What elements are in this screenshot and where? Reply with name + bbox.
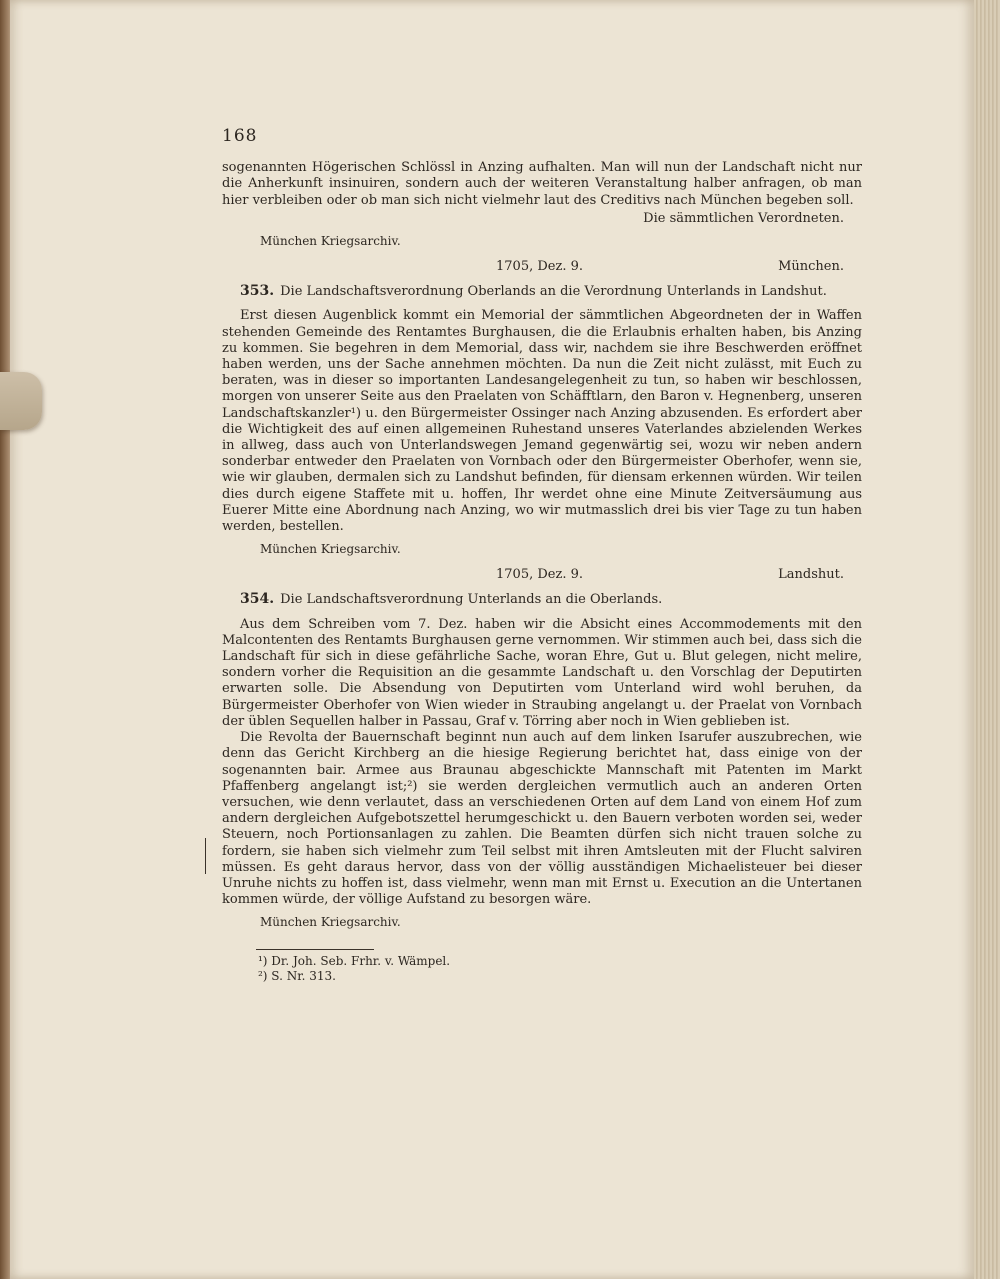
entry-353-paragraph: Erst diesen Augenblick kommt ein Memorial der sämmtlichen Abgeordneten der in Waffen stehenden Gemeinde des Rentamtes Burghausen, die die Erlaubnis erhalten haben, bis Anzing zu kommen. Sie begehren in dem Memorial, dass wir, nachdem sie ihre Beschwerden eröffnet haben werden, uns der Sache annehmen möchten. Da nun die Zeit nicht zulässt, mit Euch zu beraten, was in dieser so importanten Landesangelegenheit zu tun, so haben wir beschlossen, morgen von unserer Seite aus den Praelaten von Schäfftlarn, den Baron v. Hegnenberg, unseren Landschaftskanzler¹) u. den Bürgermeister Ossinger nach Anzing abzusenden. Es erfordert aber die Wichtigkeit des auf einen allgemeinen Ruhestand unseres Vaterlandes abzielenden Werkes in allweg, dass auch von Unterlandswegen Jemand gegenwärtig sei, wozu wir neben andern sonderbar entweder den Praelaten von Vornbach oder den Bürgermeister Oberhofer, wenn sie, wie wir glauben, dermalen sich zu Landshut befinden, für diensam erkennen würden. Wir teilen dies durch eigene Staffete mit u. hoffen, Ihr werdet ohne eine Minute Zeitversäumung aus Euerer Mitte eine Abordnung nach Anzing, wo wir mutmasslich drei bis vier Tage zu tun haben werden, bestellen. [222,308,862,535]
page-text [222,128,862,984]
intro-paragraph: sogenannten Högerischen Schlössl in Anzing aufhalten. Man will nun der Landschaft nicht nur die Anherkunft insinuiren, sondern auch der weiteren Veranstaltung halber anfragen, ob man hier verbleiben oder ob man sich nicht vielmehr laut des Creditivs nach München begeben soll. [222,160,862,208]
entry-353-number: 353. [240,283,275,300]
intro-archive: München Kriegsarchiv. [260,234,401,249]
entry-354-archive: München Kriegsarchiv. [260,915,401,930]
entry-354-date: 1705, Dez. 9. [496,567,583,583]
entry-353-heading [240,283,862,300]
margin-pencil-mark [205,838,206,874]
entry-353-place: München. [778,259,844,275]
footnote-rule [256,949,374,950]
entry-354-title: Die Landschaftsverordnung Unterlands an die Oberlands. [280,592,663,608]
entry-354-paragraph-2: Die Revolta der Bauernschaft beginnt nun auch auf dem linken Isarufer auszubrechen, wie denn das Gericht Kirchberg an die hiesige Regierung berichtet hat, dass einige von der sogenannten bair. Armee aus Braunau abgeschickte Mannschaft mit Patenten im Markt Pfaffenberg angelangt ist;²) sie werden dergleichen vermutlich auch an anderen Orten versuchen, wie denn verlautet, dass an verschiedenen Orten auf dem Land von einem Hof zum andern dergleichen Aufgebotszettel herumgeschickt u. den Bauern verboten worden sei, weder Steuern, noch Portionsanlagen zu zahlen. Die Beamten dürfen sich nicht trauen solche zu fordern, sie haben sich vielmehr zum Teil selbst mit ihren Amtsleuten mit der Flucht salviren müssen. Es geht daraus hervor, dass von der völlig ausständigen Michaelisteuer bei dieser Unruhe nichts zu hoffen ist, dass vielmehr, wenn man mit Ernst u. Execution an die Untertanen kommen würde, der völlige Aufstand zu besorgen wäre. [222,730,862,908]
entry-353-dateline [222,259,862,277]
intro-signature: Die sämmtlichen Verordneten. [643,210,844,226]
entry-354-number: 354. [240,591,275,608]
entry-354-dateline [222,567,862,585]
entry-353-archive: München Kriegsarchiv. [260,542,401,557]
page-number: 168 [222,126,258,146]
entry-354-heading [240,591,862,608]
footnote-2: ²) S. Nr. 313. [258,968,336,983]
page-edges [974,0,1000,1279]
entry-354-paragraph-1: Aus dem Schreiben vom 7. Dez. haben wir die Absicht eines Accommodements mit den Malcontenten des Rentamts Burghausen gerne vernommen. Wir stimmen auch bei, dass sich die Landschaft für sich in diese gefährliche Sache, woran Ehre, Gut u. Blut gelegen, nicht melire, sondern vorher die Requisition an die gesammte Landschaft u. den Vorschlag der Deputirten erwarten solle. Die Absendung von Deputirten vom Unterland wird wohl beruhen, da Bürgermeister Oberhofer von Wien wieder in Straubing angelangt u. der Praelat von Vornbach der üblen Sequellen halber in Passau, Graf v. Törring aber noch in Wien geblieben ist. [222,616,862,729]
entry-353-date: 1705, Dez. 9. [496,259,583,275]
entry-354-place: Landshut. [778,567,844,583]
entry-353-title: Die Landschaftsverordnung Oberlands an die Verordnung Unterlands in Landshut. [280,284,827,300]
page-clip [0,372,42,430]
footnote-1: ¹) Dr. Joh. Seb. Frhr. v. Wämpel. [258,953,451,968]
